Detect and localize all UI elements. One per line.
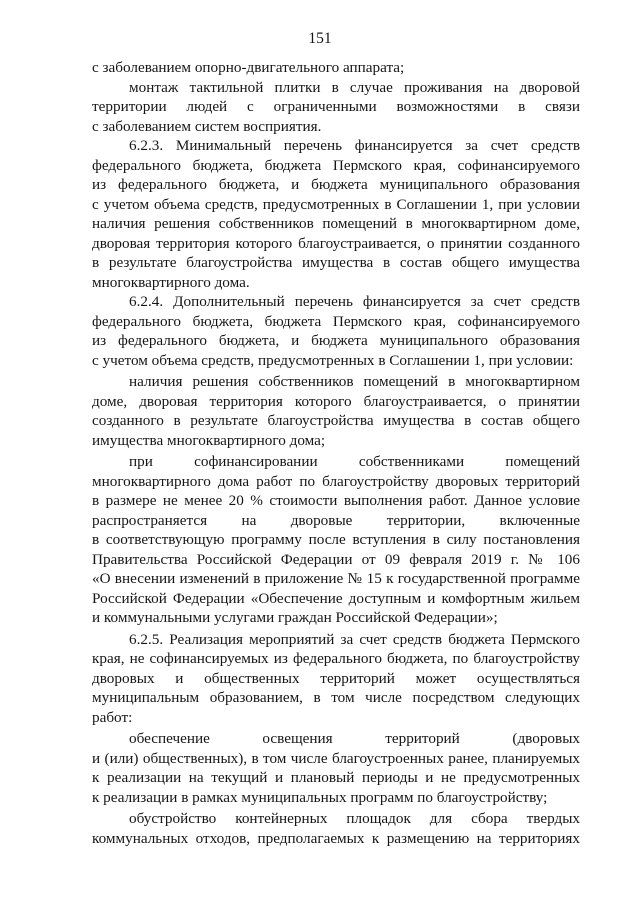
text-line: муниципальным образованием, в том числе посредством следующих [92,689,580,706]
text-line: «О внесении изменений в приложение № 15 к государственной программе [92,570,580,587]
text-line: из федерального бюджета, и бюджета муниципального образования [92,332,580,349]
text-line: края, не софинансируемых из федерального бюджета, по благоустройству [92,650,580,667]
text-line: при софинансировании собственниками помещений [129,453,580,470]
text-line: федерального бюджета, бюджета Пермского края, софинансируемого [92,312,580,330]
text-line: многоквартирного дома работ по благоустройству дворовых территорий [92,472,580,490]
text-line: Правительства Российской Федерации от 09 февраля 2019 г. № 106 [92,550,580,568]
text-line: 6.2.3. Минимальный перечень финансируется за счет средств [129,137,580,154]
text-line: федерального бюджета, бюджета Пермского края, софинансируемого [92,156,580,174]
text-line: монтаж тактильной плитки в случае проживания на дворовой [129,78,580,96]
text-line: имущества многоквартирного дома; [92,431,326,449]
text-line: и коммунальными услугами граждан Российской Федерации»; [92,609,498,626]
text-line: распространяется на дворовые территории, включенные [92,511,580,529]
document-body [92,58,580,848]
text-line: работ: [92,708,133,726]
text-line: с заболеванием систем восприятия. [92,117,322,135]
text-line: дворовых и общественных территорий может осуществляться [92,669,580,687]
text-line: доме, дворовая территория которого благоустраивается, о принятии [92,392,580,410]
text-line: к реализации в рамках муниципальных программ по благоустройству; [92,788,548,806]
text-line: в размере не менее 20 % стоимости выполнения работ. Данное условие [92,492,580,509]
text-line: в соответствующую программу после вступления в силу постановления [92,531,580,548]
text-line: Российской Федерации «Обеспечение доступным и комфортным жильем [92,589,580,607]
text-line: с заболеванием опорно-двигательного аппарата; [92,59,405,76]
text-line: в результате благоустройства имущества в состав общего имущества [92,254,580,271]
page-number: 151 [308,30,332,47]
text-line: дворовая территория которого благоустраивается, о принятии созданного [92,234,580,252]
text-line: обеспечение освещения территорий (дворовых [129,730,580,747]
text-line: наличия решения собственников помещений в многоквартирном [129,373,580,390]
text-line: созданного в результате благоустройства имущества в состав общего [92,412,580,429]
text-line: наличия решения собственников помещений в многоквартирном доме, [92,215,580,232]
text-line: с учетом объема средств, предусмотренных в Соглашении 1, при условии: [92,351,574,369]
text-line: коммунальных отходов, предполагаемых к размещению на территориях [92,829,580,847]
text-line: территории людей с ограниченными возможностями в связи [92,98,580,115]
text-line: к реализации на текущий и плановый периоды и не предусмотренных [92,769,580,786]
text-line: 6.2.5. Реализация мероприятий за счет средств бюджета Пермского [129,630,580,648]
text-line: 6.2.4. Дополнительный перечень финансируется за счет средств [129,293,580,310]
text-line: из федерального бюджета, и бюджета муниципального образования [92,176,580,193]
text-line: обустройство контейнерных площадок для сбора твердых [129,810,580,827]
text-line: многоквартирного дома. [92,273,250,291]
text-line: с учетом объема средств, предусмотренных в Соглашении 1, при условии [92,195,580,213]
text-line: и (или) общественных), в том числе благоустроенных ранее, планируемых [92,749,580,767]
